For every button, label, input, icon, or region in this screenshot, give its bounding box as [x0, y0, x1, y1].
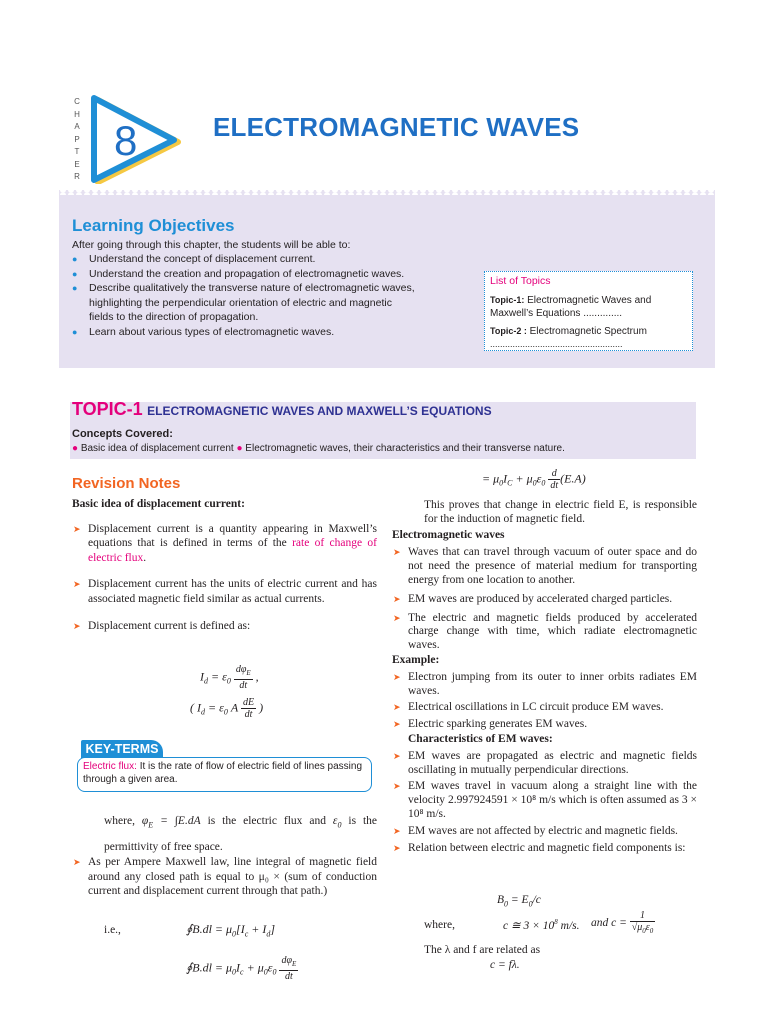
equation-id: $I_d = \varepsilon_0$ $\frac{d\varphi_E}{dt}$ ,	[200, 664, 259, 691]
note-item	[72, 522, 377, 566]
chapter-badge-icon	[86, 92, 186, 184]
where-text: is the electric flux and	[207, 815, 326, 827]
chapter-vertical-label	[70, 96, 84, 184]
chapter-letter: C	[74, 97, 80, 106]
learning-objectives-title: Learning Objectives	[72, 216, 235, 235]
topic-text: Electromagnetic Spectrum	[529, 326, 647, 337]
ampere-note	[72, 855, 377, 899]
c-relation: c ≅ $3 \times 10^8$ m/s.	[503, 918, 580, 932]
note-item: ➤ The electric and magnetic fields produced by accelerated charge change with time, which radiate electromagnetic waves.	[392, 612, 697, 653]
key-terms-box	[77, 757, 372, 792]
concept-item: Electromagnetic waves, their characteristics and their transverse nature.	[245, 443, 565, 454]
topic-text: Electromagnetic Waves and Maxwell’s Equations ..............	[490, 295, 652, 319]
note-item: ➤ Electrical oscillations in LC circuit produce EM waves.	[392, 701, 697, 715]
subheading: Example:	[392, 653, 440, 666]
note-item: ➤ Electron jumping from its outer to inner orbits radiates EM waves.	[392, 671, 697, 699]
chapter-letter: P	[74, 134, 80, 144]
where-label: where,	[424, 919, 455, 931]
wave-relation: c = fλ.	[490, 959, 520, 971]
chapter-letter: E	[74, 159, 80, 169]
list-of-topics-box	[484, 271, 693, 351]
left-column	[72, 497, 377, 633]
note-item: ➤ EM waves are not affected by electric and magnetic fields.	[392, 825, 697, 839]
chapter-letter: R	[74, 172, 80, 181]
list-item: ● Understand the creation and propagation of electromagnetic waves.	[72, 267, 417, 282]
topic-name: ELECTROMAGNETIC WAVES AND MAXWELL’S EQUATIONS	[147, 404, 492, 418]
flux-where-line: where, $\varphi_E = \int E.dA$ is the electric flux and $\varepsilon_0$ is the permittivity of free space.	[104, 815, 378, 854]
where-text: is the permittivity of free space.	[104, 815, 378, 854]
note-item: ➤ Relation between electric and magnetic field components is:	[392, 842, 697, 856]
leader-dots: .....................................................	[490, 339, 623, 349]
chapter-title: ELECTROMAGNETIC WAVES	[213, 112, 580, 142]
ampere-equation-1: ∮B.dl = $\mu_0[I_c + I_d]$	[186, 922, 276, 939]
note-item: ➤ Displacement current has the units of electric current and has associated magnetic field similar as actual currents.	[72, 577, 377, 606]
subheading: Characteristics of EM waves:	[408, 732, 553, 745]
note-item: ➤ Waves that can travel through vacuum of outer space and do not need the presence of material medium for transporting energy from one location to another.	[392, 546, 697, 587]
topic-entry-2[interactable]	[490, 325, 687, 338]
list-item: ● Describe qualitatively the transverse nature of electromagnetic waves, highlighting the perpendicular orientation of electric and magnetic fields to the direction of propagation.	[72, 281, 417, 325]
chapter-letter: A	[74, 122, 80, 131]
equation-id-alt: ( $I_d = \varepsilon_0$ A $\frac{dE}{dt}$ )	[190, 697, 264, 720]
ampere-equation-2: ∮B.dl = $\mu_0I_c + \mu_0\varepsilon_0$ $\frac{d\varphi_E}{dt}$	[186, 955, 297, 982]
note-item: ➤ Electric sparking generates EM waves.	[392, 718, 697, 732]
revision-notes-title: Revision Notes	[72, 475, 181, 492]
list-item: ● Understand the concept of displacement current.	[72, 252, 417, 267]
chapter-number: 8	[114, 117, 138, 164]
topic-heading	[72, 399, 492, 420]
note-item: ➤ EM waves are propagated as electric and magnetic fields oscillating in mutually perpendicular directions.	[392, 750, 697, 778]
topic-entry-1[interactable]	[490, 294, 687, 320]
topic-label: Topic-1:	[490, 295, 525, 305]
c-formula: and c = $\frac{1}{√\mu_0\varepsilon_0}$	[591, 910, 654, 935]
right-column	[392, 499, 697, 855]
note-text: .	[143, 551, 147, 564]
note-item: ➤ As per Ampere Maxwell law, line integral of magnetic field around any closed path is equal to μ₀ × (sum of conduction current and displacement current through that path.)	[72, 855, 377, 899]
topics-box-title: List of Topics	[490, 275, 551, 287]
subheading: Basic idea of displacement current:	[72, 498, 245, 510]
concepts-text: ● Basic idea of displacement current ● Electromagnetic waves, their characteristics and their transverse nature.	[72, 443, 565, 454]
concepts-label: Concepts Covered:	[72, 428, 173, 440]
list-item: ● Learn about various types of electromagnetic waves.	[72, 325, 417, 340]
chapter-letter: T	[74, 147, 80, 156]
highlight-text: rate of change of electric flux	[88, 537, 377, 564]
ampere-equation-3: = $\mu_0I_C + \mu_0\varepsilon_0$ $\frac{d}{dt}$ (E.A)	[482, 468, 586, 491]
proof-text: This proves that change in electric field E, is responsible for the induction of magnetic field.	[424, 499, 697, 525]
note-text: Displacement current is a quantity appearing in Maxwell’s equations that is defined in terms of the	[88, 522, 377, 550]
where-label: where,	[104, 815, 135, 827]
objectives-list	[72, 252, 417, 339]
topic-label: Topic-2 :	[490, 326, 527, 336]
key-term: Electric flux:	[83, 761, 137, 772]
key-term-definition: It is the rate of flow of electric field of lines passing through a given area.	[83, 761, 363, 785]
lambda-text: The λ and f are related as	[424, 944, 541, 956]
learning-objectives-intro: After going through this chapter, the students will be able to:	[72, 239, 351, 251]
ie-label: i.e.,	[104, 924, 121, 936]
key-terms-tag: KEY-TERMS	[81, 740, 163, 758]
subheading: Electromagnetic waves	[392, 528, 505, 541]
b-e-relation: $B_0 = E_0/c$	[497, 894, 541, 909]
note-item: ➤ EM waves are produced by accelerated charged particles.	[392, 593, 697, 607]
topic-number: TOPIC-1	[72, 399, 143, 419]
chapter-letter: H	[74, 109, 80, 119]
note-item: ➤ Displacement current is defined as:	[72, 619, 377, 634]
concept-item: Basic idea of displacement current	[80, 443, 234, 454]
note-item: ➤ EM waves travel in vacuum along a straight line with the velocity 2.997924591 × 10⁸ m/s which is often assumed as 3 × 10⁸ m/s.	[392, 780, 697, 821]
